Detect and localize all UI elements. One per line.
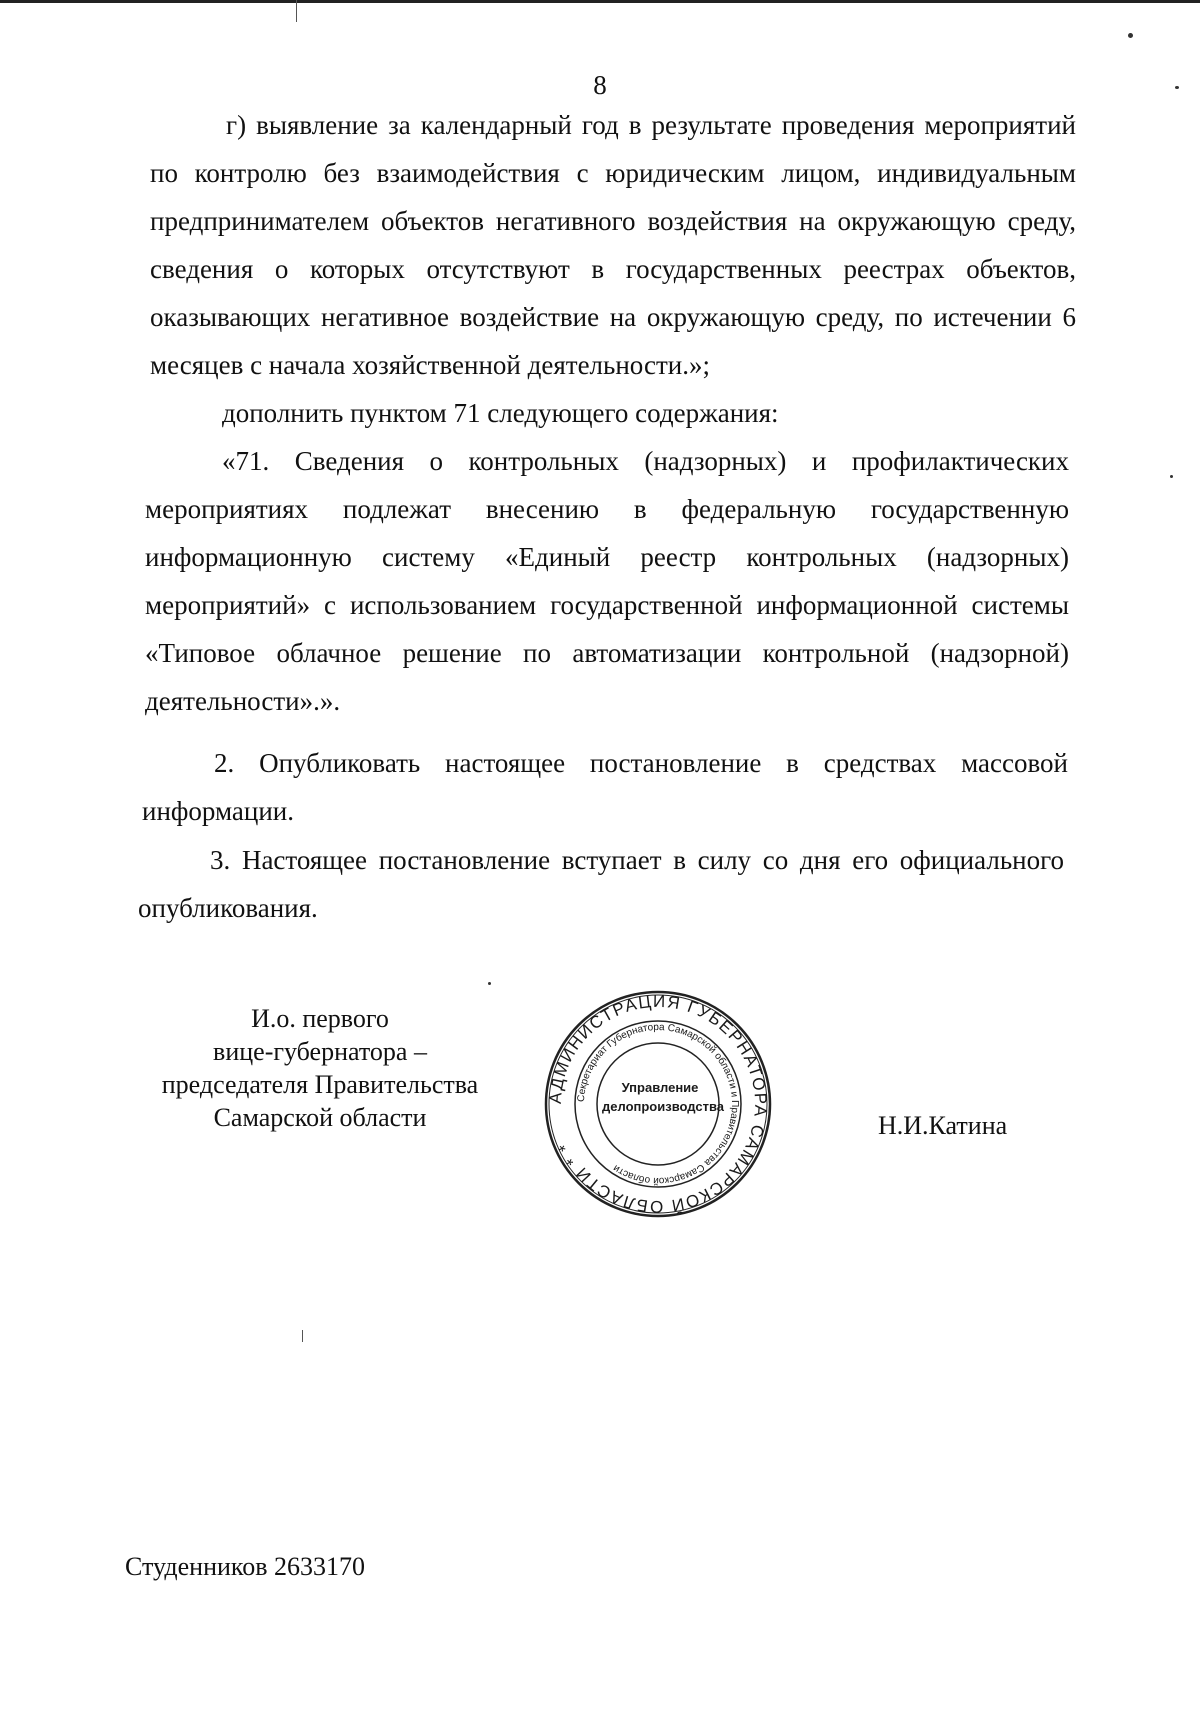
paragraph-clause-g: г) выявление за календарный год в результате проведения мероприятий по контролю без взаимодействия с юридическим лицом, индивидуальным предпринимателем объектов негативного воздействия на окружающую среду, сведения о которых отсутствуют в государственных реестрах объектов, оказывающих негативное воздействие на окружающую среду, по истечении 6 месяцев с начала хозяйственной деятельности.»; [150, 110, 1076, 380]
scan-speck [488, 982, 491, 985]
signer-line: И.о. первого [251, 1004, 389, 1033]
paragraph-item-2: 2. Опубликовать настоящее постановление в средствах массовой информации. [142, 748, 1068, 826]
signer-line: Самарской области [213, 1103, 427, 1132]
seal-inner-text: Секретариат Губернатора Самарской области и Правительства Самарской области [575, 1021, 741, 1187]
scan-top-edge [0, 0, 1200, 3]
paragraph-item-3: 3. Настоящее постановление вступает в силу со дня его официального опубликования. [138, 845, 1064, 923]
scan-mark [296, 0, 297, 22]
seal-outer-text: АДМИНИСТРАЦИЯ ГУБЕРНАТОРА САМАРСКОЙ ОБЛАСТИ * * [545, 991, 771, 1217]
signer-line: вице-губернатора – [213, 1037, 427, 1066]
scan-speck [1170, 475, 1173, 478]
scan-speck [1128, 33, 1133, 38]
signer-title [150, 1002, 490, 1134]
seal-center-line: делопроизводства [602, 1099, 725, 1114]
scan-mark [302, 1330, 303, 1342]
signer-line: председателя Правительства [161, 1070, 479, 1099]
seal-center-line: Управление [621, 1080, 699, 1095]
signatory-name: Н.И.Катина [878, 1111, 1008, 1140]
page-number: 8 [593, 70, 607, 100]
executor-footer: Студенников 2633170 [125, 1552, 365, 1581]
paragraph-amendment-intro: дополнить пунктом 71 следующего содержания: [222, 398, 779, 428]
paragraph-item-71: «71. Сведения о контрольных (надзорных) и профилактических мероприятиях подлежат внесению в федеральную государственную информационную систему «Единый реестр контрольных (надзорных) мероприятий» с использованием государственной информационной системы «Типовое облачное решение по автоматизации контрольной (надзорной) деятельности».». [145, 446, 1069, 716]
seal-center-text [602, 1078, 725, 1116]
